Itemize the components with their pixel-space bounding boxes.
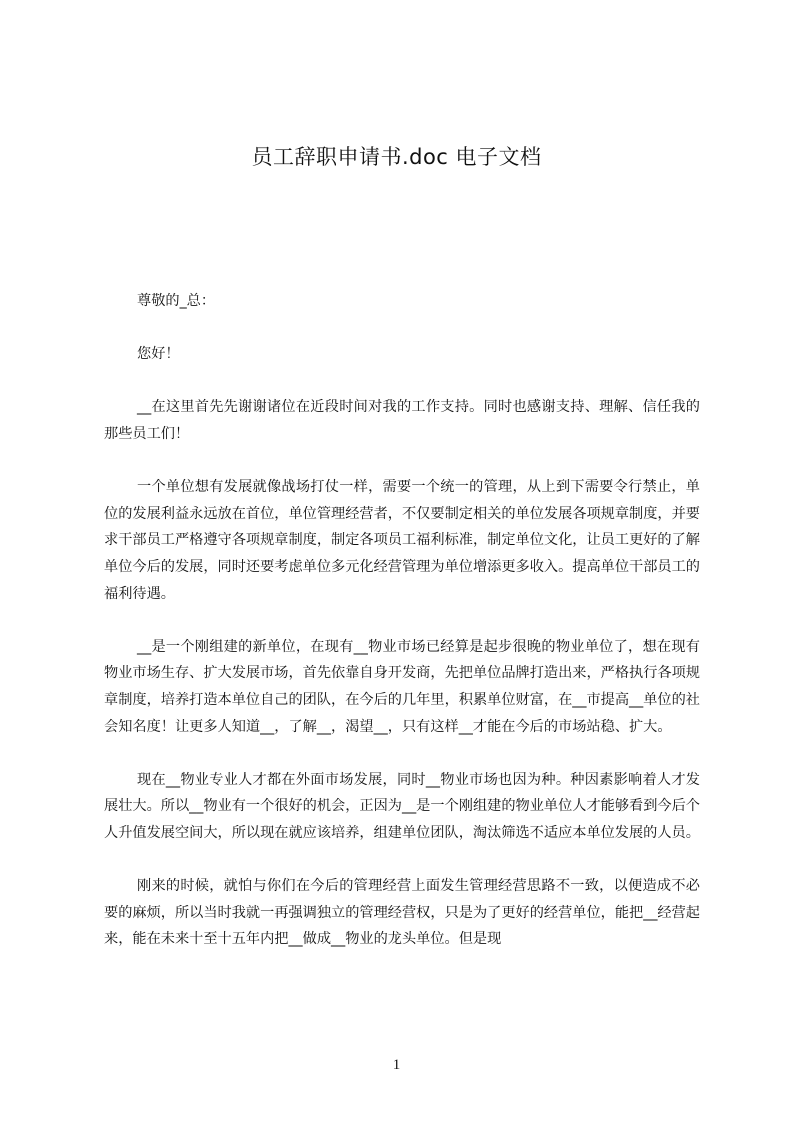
body-paragraph-5: 刚来的时候，就怕与你们在今后的管理经营上面发生管理经营思路不一致，以便造成不必要的麻烦，所以当时我就一再强调独立的管理经营权，只是为了更好的经营单位，能把__经营起来，能在未来十至十五年内把__做成__物业的龙头单位。但是现 — [104, 878, 700, 948]
salutation-paragraph: 尊敬的_总： — [137, 293, 216, 309]
page-number: 1 — [392, 1057, 401, 1073]
body-paragraph-1: __在这里首先先谢谢诸位在近段时间对我的工作支持。同时也感谢支持、理解、信任我的那些员工们！ — [104, 399, 700, 442]
greeting-paragraph: 您好！ — [137, 346, 180, 363]
document-body — [104, 288, 700, 979]
body-paragraph-3: __是一个刚组建的新单位，在现有__物业市场已经算是起步很晚的物业单位了，想在现有物业市场生存、扩大发展市场，首先依靠自身开发商，先把单位品牌打造出来，严格执行各项规章制度，培养打造本单位自己的团队，在今后的几年里，积累单位财富，在__市提高__单位的社会知名度！让更多人知道__，了解__，渴望__，只有这样__才能在今后的市场站稳、扩大。 — [104, 638, 700, 735]
body-paragraph-4: 现在__物业专业人才都在外面市场发展，同时__物业市场也因为种。种因素影响着人才发展壮大。所以__物业有一个很好的机会，正因为__是一个刚组建的物业单位人才能够看到今后个人升值发展空间大，所以现在就应该培养，组建单位团队，淘汰筛选不适应本单位发展的人员。 — [104, 771, 700, 841]
body-paragraph-2: 一个单位想有发展就像战场打仗一样，需要一个统一的管理，从上到下需要令行禁止，单位的发展利益永远放在首位，单位管理经营者，不仅要制定相关的单位发展各项规章制度，并要求干部员工严格遵守各项规章制度，制定各项员工福利标准，制定单位文化，让员工更好的了解单位今后的发展，同时还要考虑单位多元化经营管理为单位增添更多收入。提高单位干部员工的福利待遇。 — [104, 479, 700, 602]
document-title: 员工辞职申请书.doc 电子文档 — [251, 145, 542, 169]
